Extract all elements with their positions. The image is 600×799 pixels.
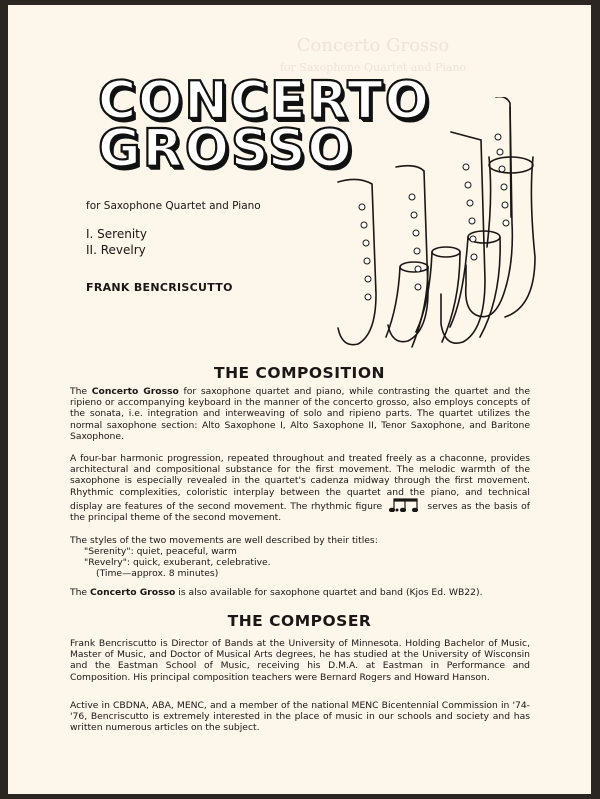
- duration: (Time—approx. 8 minutes): [96, 568, 219, 579]
- subtitle: for Saxophone Quartet and Piano: [86, 200, 261, 212]
- rhythmic-figure-icon: [388, 498, 422, 512]
- text-run: serves as the basis of the principal theme of the second movement.: [70, 500, 530, 524]
- text-run: The: [70, 386, 92, 397]
- movement-2: II. Revelry: [86, 243, 146, 257]
- composition-paragraph-2: [70, 453, 530, 523]
- composition-paragraph-1: [70, 386, 530, 442]
- text-run: The: [70, 587, 91, 598]
- movement-1: I. Serenity: [86, 227, 147, 241]
- text-run: for saxophone quartet and piano, while contrasting the quartet and the ripieno or accompanying keyboard in the manner of the concerto grosso, also employs concepts of the sonata, i.e. integration and interweaving of solo and ripieno parts. The quartet utilizes the normal saxophone section: Alto Saxophone I, Alto Saxophone II, Tenor Saxophone, and Baritone Saxophone.: [70, 386, 530, 442]
- bleed-through-line: for Saxophone Quartet and Piano: [279, 61, 467, 74]
- work-title-bold: Concerto Grosso: [91, 386, 179, 397]
- work-title-bold: Concerto Grosso: [90, 587, 176, 598]
- text-run: is also available for saxophone quartet and band (Kjos Ed. WB22).: [175, 587, 483, 598]
- heading-the-composition: THE COMPOSITION: [214, 364, 385, 382]
- bleed-through-line: Concerto Grosso: [296, 35, 450, 56]
- text-run: A four-bar harmonic progression, repeated throughout and treated freely as a chaconne, provides architectural and compositional substance for the first movement. The melodic warmth of the saxophone is especially revealed in the quartet's cadenza midway through the first movement. Rhythmic complexities, coloristic interplay between the quartet and the piano, and technical display are features of the second movement. The rhythmic figure: [70, 453, 530, 512]
- style-revelry: "Revelry": quick, exuberant, celebrative.: [84, 557, 271, 568]
- composer-paragraph-1: Frank Bencriscutto is Director of Bands at the University of Minnesota. Holding Bachelor of Music, Master of Music, and Doctor of Musical Arts degrees, he has studied at the University of Wisconsin and the Eastman School of Music, receiving his D.M.A. at Eastman in Performance and Composition. His principal composition teachers were Bernard Rogers and Howard Hanson.: [70, 638, 530, 683]
- heading-the-composer: THE COMPOSER: [227, 612, 372, 630]
- title-line-2: GROSSO: [98, 119, 354, 179]
- composer-paragraph-2: Active in CBDNA, ABA, MENC, and a member of the national MENC Bicentennial Commission in '74-'76, Bencriscutto is extremely interested in the place of music in our schools and society and has written numerous articles on the subject.: [70, 700, 530, 734]
- composition-paragraph-4: [70, 587, 530, 598]
- composition-paragraph-3: The styles of the two movements are well described by their titles:: [70, 535, 378, 546]
- title-line-1: CONCERTO: [98, 71, 431, 131]
- style-serenity: "Serenity": quiet, peaceful, warm: [84, 546, 237, 557]
- composer-name: FRANK BENCRISCUTTO: [86, 281, 233, 294]
- saxophone-quartet-illustration: [326, 97, 556, 359]
- document-page: [8, 5, 591, 794]
